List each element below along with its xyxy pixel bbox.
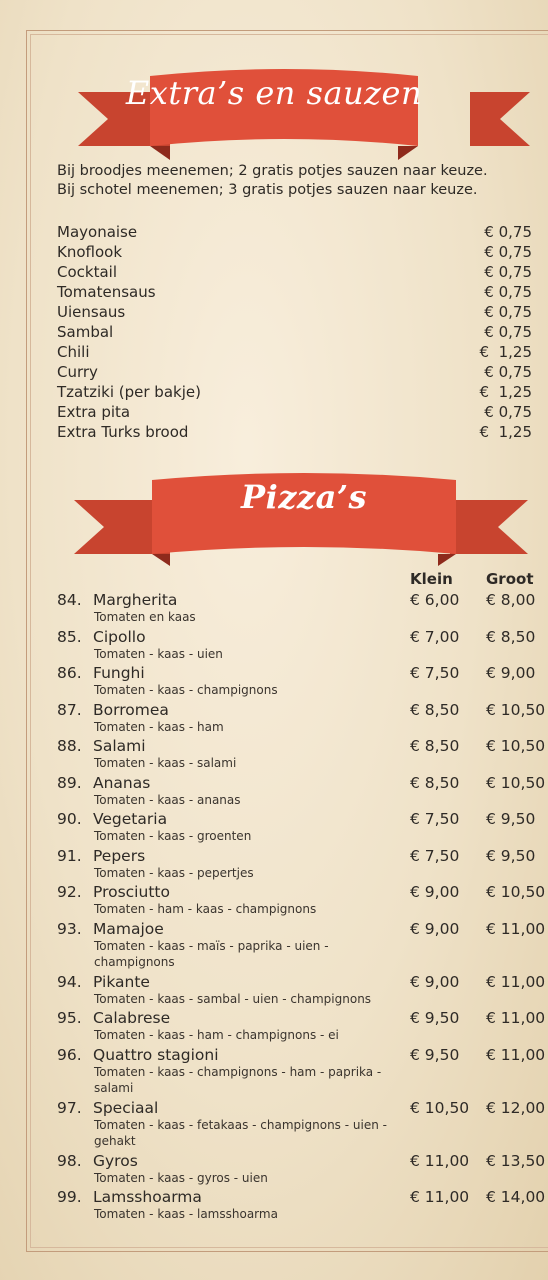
pizza-price-small: € 6,00 <box>410 591 460 609</box>
pizza-price-small: € 9,50 <box>410 1009 460 1027</box>
pizza-description: Tomaten - kaas - gyros - uien <box>94 1171 268 1185</box>
extra-name: Extra Turks brood <box>57 423 189 441</box>
pizza-price-small: € 7,00 <box>410 628 460 646</box>
extra-name: Knoflook <box>57 243 123 261</box>
extra-name: Tomatensaus <box>57 283 156 301</box>
extra-item <box>57 322 532 342</box>
pizza-title: Pizza’s <box>241 478 367 516</box>
extra-item <box>57 342 532 362</box>
pizza-name: Calabrese <box>93 1009 171 1027</box>
intro-line-2: Bij schotel meenemen; 3 gratis potjes sauzen naar keuze. <box>57 182 478 198</box>
extra-item <box>57 242 532 262</box>
pizza-name: Cipollo <box>93 628 146 646</box>
pizza-price-large: € 10,50 <box>486 737 546 755</box>
pizza-price-small: € 7,50 <box>410 810 460 828</box>
pizza-number: 98. <box>57 1152 82 1170</box>
pizza-number: 85. <box>57 628 82 646</box>
pizza-description: Tomaten - kaas - champignons <box>94 683 278 697</box>
pizza-description: Tomaten en kaas <box>94 610 196 624</box>
pizza-price-large: € 13,50 <box>486 1152 546 1170</box>
pizza-number: 97. <box>57 1099 82 1117</box>
pizza-price-large: € 14,00 <box>486 1188 546 1206</box>
pizza-description: Tomaten - kaas - lamsshoarma <box>94 1207 278 1221</box>
pizza-description: Tomaten - kaas - salami <box>94 756 237 770</box>
extra-item <box>57 422 532 442</box>
extra-price: € 0,75 <box>484 323 532 341</box>
extra-name: Chili <box>57 343 90 361</box>
pizza-number: 93. <box>57 920 82 938</box>
pizza-description: Tomaten - kaas - champignons - ham - paprika - salami <box>94 1065 382 1095</box>
pizza-price-large: € 11,00 <box>486 920 546 938</box>
extras-intro <box>57 162 488 200</box>
intro-line-1: Bij broodjes meenemen; 2 gratis potjes sauzen naar keuze. <box>57 163 488 179</box>
pizza-price-large: € 10,50 <box>486 774 546 792</box>
extras-list <box>57 222 532 442</box>
pizza-name: Vegetaria <box>93 810 168 828</box>
pizza-description: Tomaten - kaas - ananas <box>94 793 241 807</box>
extra-name: Extra pita <box>57 403 131 421</box>
pizza-number: 92. <box>57 883 82 901</box>
extra-item <box>57 282 532 302</box>
pizza-price-large: € 12,00 <box>486 1099 546 1117</box>
pizza-number: 99. <box>57 1188 82 1206</box>
pizza-number: 89. <box>57 774 82 792</box>
extra-price: € 0,75 <box>484 243 532 261</box>
pizza-description: Tomaten - kaas - uien <box>94 647 223 661</box>
pizza-name: Margherita <box>93 591 178 609</box>
extra-item <box>57 302 532 322</box>
pizza-description: Tomaten - kaas - ham - champignons - ei <box>94 1028 339 1042</box>
pizza-name: Lamsshoarma <box>93 1188 202 1206</box>
extra-price: € 0,75 <box>484 363 532 381</box>
extra-name: Tzatziki (per bakje) <box>57 383 201 401</box>
pizza-price-large: € 9,00 <box>486 664 536 682</box>
pizza-description: Tomaten - kaas - pepertjes <box>94 866 254 880</box>
extra-name: Curry <box>57 363 98 381</box>
pizza-description: Tomaten - kaas - maïs - paprika - uien - champignons <box>94 939 329 969</box>
column-small: Klein <box>410 570 453 588</box>
pizza-name: Funghi <box>93 664 145 682</box>
column-large: Groot <box>486 570 534 588</box>
pizza-number: 86. <box>57 664 82 682</box>
extra-price: € 0,75 <box>484 303 532 321</box>
extra-item <box>57 262 532 282</box>
extra-price: € 1,25 <box>479 383 532 401</box>
pizza-price-small: € 8,50 <box>410 701 460 719</box>
pizza-price-small: € 11,00 <box>410 1152 470 1170</box>
pizza-price-small: € 9,50 <box>410 1046 460 1064</box>
pizza-price-large: € 8,50 <box>486 628 536 646</box>
pizza-price-small: € 9,00 <box>410 920 460 938</box>
pizza-name: Gyros <box>93 1152 138 1170</box>
pizza-price-small: € 7,50 <box>410 664 460 682</box>
pizza-price-small: € 10,50 <box>410 1099 470 1117</box>
extra-price: € 1,25 <box>479 423 532 441</box>
pizza-price-large: € 11,00 <box>486 973 546 991</box>
pizza-name: Mamajoe <box>93 920 164 938</box>
pizza-description: Tomaten - kaas - ham <box>94 720 224 734</box>
pizza-price-small: € 7,50 <box>410 847 460 865</box>
pizza-number: 88. <box>57 737 82 755</box>
pizza-name: Salami <box>93 737 146 755</box>
pizza-price-large: € 8,00 <box>486 591 536 609</box>
pizza-price-large: € 10,50 <box>486 883 546 901</box>
extra-price: € 0,75 <box>484 403 532 421</box>
pizza-name: Ananas <box>93 774 151 792</box>
pizza-name: Prosciutto <box>93 883 170 901</box>
pizza-price-small: € 9,00 <box>410 883 460 901</box>
extra-item <box>57 382 532 402</box>
pizza-number: 91. <box>57 847 82 865</box>
pizza-name: Quattro stagioni <box>93 1046 219 1064</box>
extra-name: Uiensaus <box>57 303 126 321</box>
pizza-price-small: € 9,00 <box>410 973 460 991</box>
pizza-name: Borromea <box>93 701 169 719</box>
pizza-name: Pepers <box>93 847 146 865</box>
pizza-price-small: € 8,50 <box>410 774 460 792</box>
pizza-number: 84. <box>57 591 82 609</box>
pizza-banner <box>0 462 548 572</box>
pizza-name: Pikante <box>93 973 150 991</box>
pizza-price-large: € 9,50 <box>486 810 536 828</box>
extra-item <box>57 362 532 382</box>
extras-title: Extra’s en sauzen <box>125 74 423 112</box>
pizza-description: Tomaten - kaas - fetakaas - champignons - uien - gehakt <box>94 1118 387 1148</box>
pizza-price-large: € 9,50 <box>486 847 536 865</box>
pizza-price-small: € 8,50 <box>410 737 460 755</box>
extra-item <box>57 402 532 422</box>
pizza-number: 96. <box>57 1046 82 1064</box>
pizza-description: Tomaten - kaas - groenten <box>94 829 252 843</box>
extra-item <box>57 222 532 242</box>
pizza-number: 94. <box>57 973 82 991</box>
pizza-name: Speciaal <box>93 1099 159 1117</box>
extra-name: Sambal <box>57 323 114 341</box>
extras-banner <box>0 62 548 172</box>
pizza-price-small: € 11,00 <box>410 1188 470 1206</box>
pizza-price-large: € 11,00 <box>486 1046 546 1064</box>
extra-name: Mayonaise <box>57 223 138 241</box>
extra-price: € 1,25 <box>479 343 532 361</box>
pizza-price-large: € 11,00 <box>486 1009 546 1027</box>
pizza-number: 87. <box>57 701 82 719</box>
extra-price: € 0,75 <box>484 283 532 301</box>
pizza-description: Tomaten - ham - kaas - champignons <box>94 902 317 916</box>
pizza-price-large: € 10,50 <box>486 701 546 719</box>
extra-name: Cocktail <box>57 263 117 281</box>
extra-price: € 0,75 <box>484 223 532 241</box>
pizza-number: 90. <box>57 810 82 828</box>
pizza-description: Tomaten - kaas - sambal - uien - champignons <box>94 992 372 1006</box>
extra-price: € 0,75 <box>484 263 532 281</box>
pizza-number: 95. <box>57 1009 82 1027</box>
